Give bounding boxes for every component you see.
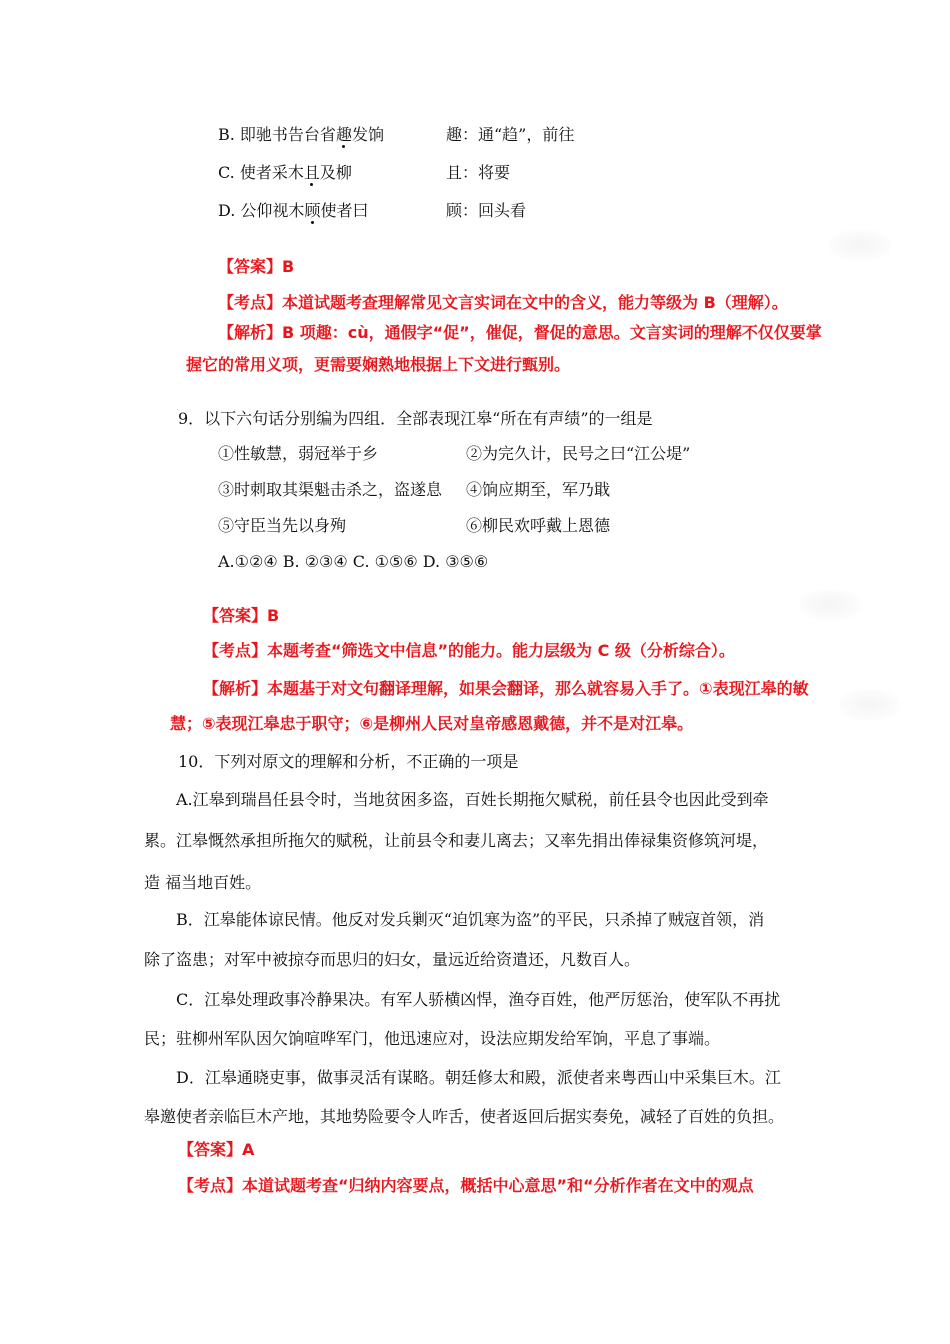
q9-answer: 【答案】B (203, 606, 280, 625)
q10-option-a-line1: A.江皋到瑞昌任县令时，当地贫困多盗，百姓长期拖欠赋税，前任县令也因此受到牵 (176, 790, 769, 809)
q10-stem: 10．下列对原文的理解和分析，不正确的一项是 (178, 752, 519, 771)
q10-option-a-line3: 造 福当地百姓。 (144, 873, 262, 892)
q9-sentence-6: ⑥柳民欢呼戴上恩德 (466, 516, 611, 535)
watermark (830, 230, 890, 260)
watermark (840, 690, 900, 720)
q8-jiexi-line1: 【解析】B 项趣：cù，通假字“促”，催促，督促的意思。文言实词的理解不仅仅要掌 (218, 323, 822, 342)
q10-option-d-line1: D．江皋通晓吏事，做事灵活有谋略。朝廷修太和殿，派使者来粤西山中采集巨木。江 (176, 1068, 781, 1087)
q9-stem: 9．以下六句话分别编为四组．全部表现江皋“所在有声绩”的一组是 (178, 409, 653, 428)
q8-option-b-gloss: 趣：通“趋”，前往 (446, 125, 575, 144)
q8-answer: 【答案】B (218, 257, 295, 276)
q10-option-d-line2: 皋邀使者亲临巨木产地，其地势险要令人咋舌，使者返回后据实奏免，减轻了百姓的负担。 (144, 1107, 785, 1126)
q8-option-b: B. 即驰书告台省趣发饷 (218, 125, 384, 144)
q9-choices: A.①②④ B. ②③④ C. ①⑤⑥ D. ③⑤⑥ (218, 552, 489, 571)
q9-sentence-1: ①性敏慧，弱冠举于乡 (218, 444, 379, 463)
q8-option-d: D. 公仰视木顾使者曰 (218, 201, 369, 220)
q8-kaodian: 【考点】本道试题考查理解常见文言实词在文中的含义，能力等级为 B（理解）。 (218, 293, 788, 312)
q10-option-b-line1: B．江皋能体谅民情。他反对发兵剿灭“迫饥寒为盗”的平民，只杀掉了贼寇首领，消 (176, 910, 765, 929)
q10-kaodian: 【考点】本道试题考查“归纳内容要点，概括中心意思”和“分析作者在文中的观点 (178, 1176, 754, 1195)
q9-kaodian: 【考点】本题考查“筛选文中信息”的能力。能力层级为 C 级（分析综合）。 (203, 641, 735, 660)
q9-jiexi-line1: 【解析】本题基于对文句翻译理解，如果会翻译，那么就容易入手了。①表现江皋的敏 (203, 679, 809, 698)
q9-sentence-3: ③时刺取其渠魁击杀之，盗遂息 (218, 480, 443, 499)
watermark (800, 590, 860, 620)
q10-option-c-line1: C．江皋处理政事冷静果决。有军人骄横凶悍，渔夺百姓，他严厉惩治，使军队不再扰 (176, 990, 781, 1009)
q10-option-c-line2: 民；驻柳州军队因欠饷喧哗军门，他迅速应对，设法应期发给军饷，平息了事端。 (144, 1029, 721, 1048)
q9-sentence-5: ⑤守臣当先以身殉 (218, 516, 347, 535)
q10-option-b-line2: 除了盗患；对军中被掠夺而思归的妇女，量远近给资遣还，凡数百人。 (144, 950, 641, 969)
q9-jiexi-line2: 慧；⑤表现江皋忠于职守；⑥是柳州人民对皇帝感恩戴德，并不是对江皋。 (170, 714, 694, 733)
q10-answer: 【答案】A (178, 1140, 255, 1159)
q8-option-d-gloss: 顾：回头看 (446, 201, 527, 220)
q9-sentence-4: ④饷应期至，军乃戢 (466, 480, 611, 499)
q10-option-a-line2: 累。江皋慨然承担所拖欠的赋税，让前县令和妻儿离去；又率先捐出俸禄集资修筑河堤， (144, 831, 769, 850)
q8-option-c-gloss: 且：将要 (446, 163, 511, 182)
q9-sentence-2: ②为完久计，民号之曰“江公堤” (466, 444, 691, 463)
q8-option-c: C. 使者采木且及柳 (218, 163, 352, 182)
q8-jiexi-line2: 握它的常用义项，更需要娴熟地根据上下文进行甄别。 (186, 355, 571, 374)
